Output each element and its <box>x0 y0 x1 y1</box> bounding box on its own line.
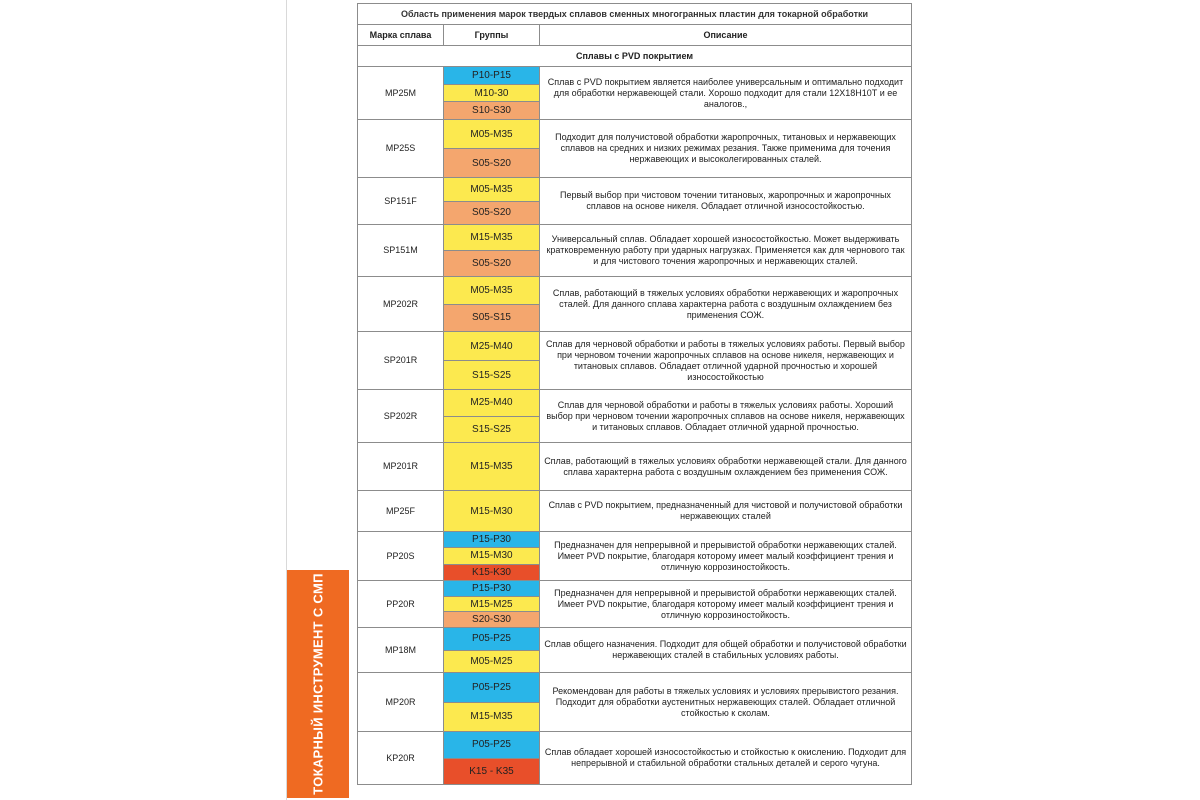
table-body <box>358 4 912 785</box>
table-row <box>358 581 912 628</box>
groups-cell <box>444 120 540 178</box>
group-stack <box>444 732 539 784</box>
header-groups: Группы <box>444 25 540 46</box>
side-tab <box>287 570 349 798</box>
alloy-mark: MP25M <box>358 67 444 120</box>
alloy-description: Первый выбор при чистовом точении титановых, жаропрочных и жаропрочных сплавов на основе никеля. Обладает отличной износостойкостью. <box>540 178 912 225</box>
table-row <box>358 532 912 581</box>
group-stack <box>444 581 539 627</box>
group-badge-m: M15-M30 <box>444 491 539 531</box>
alloy-mark: SP202R <box>358 390 444 443</box>
groups-cell <box>444 532 540 581</box>
table-row <box>358 673 912 732</box>
header-description: Описание <box>540 25 912 46</box>
group-badge-m: M15-M35 <box>444 225 539 251</box>
group-stack <box>444 67 539 119</box>
alloy-mark: KP20R <box>358 732 444 785</box>
alloy-description: Предназначен для непрерывной и прерывистой обработки нержавеющих сталей. Имеет PVD покрытие, благодаря которому имеет малый коэффициент трения и отличную коррозиностойкость. <box>540 532 912 581</box>
group-stack <box>444 225 539 276</box>
group-stack <box>444 277 539 331</box>
alloy-description: Сплав с PVD покрытием является наиболее универсальным и оптимально подходит для обработки нержавеющей стали. Хорошо подходит для стали 12Х18Н10Т и ее аналогов., <box>540 67 912 120</box>
alloy-mark: SP151F <box>358 178 444 225</box>
table-row <box>358 120 912 178</box>
groups-cell <box>444 67 540 120</box>
alloy-mark: MP20R <box>358 673 444 732</box>
group-stack <box>444 491 539 531</box>
alloy-mark: PP20S <box>358 532 444 581</box>
group-stack <box>444 628 539 672</box>
group-badge-p: P05-P25 <box>444 673 539 703</box>
group-badge-m: M05-M35 <box>444 178 539 202</box>
alloy-description: Сплав для черновой обработки и работы в тяжелых условиях работы. Первый выбор при черновом точении жаропрочных сплавов на основе никеля, нержавеющих и титановых сплавов. Обладает отличной ударной прочностью и хорошей износостойкостью <box>540 332 912 390</box>
group-badge-m: M15-M35 <box>444 703 539 732</box>
title-row <box>358 4 912 25</box>
alloy-description: Подходит для получистовой обработки жаропрочных, титановых и нержавеющих сплавов на средних и низких режимах резания. Также применима для точения нержавеющих и высоколегированных сталей. <box>540 120 912 178</box>
group-badge-s: S05-S20 <box>444 202 539 225</box>
group-badge-m: S15-S25 <box>444 361 539 389</box>
groups-cell <box>444 673 540 732</box>
group-badge-p: P05-P25 <box>444 628 539 651</box>
alloy-mark: SP201R <box>358 332 444 390</box>
table-row <box>358 628 912 673</box>
groups-cell <box>444 225 540 277</box>
table-title: Область применения марок твердых сплавов сменных многогранных пластин для токарной обработки <box>358 4 912 25</box>
section-title: Сплавы с PVD покрытием <box>358 46 912 67</box>
alloy-mark: PP20R <box>358 581 444 628</box>
table-row <box>358 277 912 332</box>
group-badge-m: M15-M25 <box>444 597 539 613</box>
groups-cell <box>444 491 540 532</box>
alloy-description: Рекомендован для работы в тяжелых условиях и условиях прерывистого резания. Подходит для обработки аустенитных нержавеющих сталей. Обладает отличной стойкостью к сколам. <box>540 673 912 732</box>
group-stack <box>444 390 539 442</box>
groups-cell <box>444 277 540 332</box>
table-row <box>358 491 912 532</box>
group-badge-m: M05-M35 <box>444 120 539 149</box>
group-badge-p: P05-P25 <box>444 732 539 759</box>
group-badge-m: M05-M35 <box>444 277 539 305</box>
group-badge-m: M10-30 <box>444 85 539 103</box>
group-badge-s: S05-S20 <box>444 149 539 177</box>
group-badge-m: M25-M40 <box>444 332 539 361</box>
groups-cell <box>444 390 540 443</box>
group-badge-m: M15-M35 <box>444 443 539 490</box>
groups-cell <box>444 443 540 491</box>
alloy-description: Сплав для черновой обработки и работы в тяжелых условиях работы. Хороший выбор при черновом точении жаропрочных сплавов на основе никеля, нержавеющих и титановых сплавов. Обладает отличной ударной прочностью. <box>540 390 912 443</box>
side-tab-label: ТОКАРНЫЙ ИНСТРУМЕНТ С СМП <box>310 573 326 795</box>
group-badge-s: S20-S30 <box>444 612 539 627</box>
group-stack <box>444 673 539 731</box>
table-row <box>358 225 912 277</box>
group-badge-s: S05-S15 <box>444 305 539 332</box>
alloy-description: Сплав, работающий в тяжелых условиях обработки нержавеющих и жаропрочных сталей. Для данного сплава характерна работа с воздушным охлаждением без применения СОЖ. <box>540 277 912 332</box>
alloy-mark: MP202R <box>358 277 444 332</box>
alloy-description: Предназначен для непрерывной и прерывистой обработки нержавеющих сталей. Имеет PVD покрытие, благодаря которому имеет малый коэффициент трения и отличную коррозиностойкость. <box>540 581 912 628</box>
alloy-mark: MP18M <box>358 628 444 673</box>
alloy-application-table <box>357 3 912 785</box>
alloy-mark: MP25S <box>358 120 444 178</box>
alloy-mark: SP151M <box>358 225 444 277</box>
groups-cell <box>444 732 540 785</box>
header-mark: Марка сплава <box>358 25 444 46</box>
alloy-description: Сплав обладает хорошей износостойкостью и стойкостью к окислению. Подходит для непрерывной и стабильной обработки стальных деталей и серого чугуна. <box>540 732 912 785</box>
groups-cell <box>444 178 540 225</box>
table-row <box>358 332 912 390</box>
group-badge-k: K15 - K35 <box>444 759 539 785</box>
group-badge-m: M25-M40 <box>444 390 539 417</box>
table-row <box>358 67 912 120</box>
group-badge-p: P15-P30 <box>444 581 539 597</box>
alloy-description: Сплав общего назначения. Подходит для общей обработки и получистовой обработки нержавеющих сталей в стабильных условиях работы. <box>540 628 912 673</box>
group-badge-p: P15-P30 <box>444 532 539 548</box>
group-badge-m: M15-M30 <box>444 548 539 564</box>
group-stack <box>444 443 539 490</box>
group-badge-k: K15-K30 <box>444 565 539 580</box>
groups-cell <box>444 628 540 673</box>
groups-cell <box>444 332 540 390</box>
section-row <box>358 46 912 67</box>
group-stack <box>444 178 539 224</box>
group-stack <box>444 120 539 177</box>
table-row <box>358 732 912 785</box>
header-row <box>358 25 912 46</box>
table-row <box>358 390 912 443</box>
table-row <box>358 443 912 491</box>
alloy-mark: MP25F <box>358 491 444 532</box>
group-badge-m: S15-S25 <box>444 417 539 443</box>
group-stack <box>444 532 539 580</box>
alloy-description: Сплав с PVD покрытием, предназначенный для чистовой и получистовой обработки нержавеющих сталей <box>540 491 912 532</box>
alloy-mark: MP201R <box>358 443 444 491</box>
group-badge-s: S05-S20 <box>444 251 539 276</box>
alloy-description: Универсальный сплав. Обладает хорошей износостойкостью. Может выдерживать кратковременную работу при ударных нагрузках. Применяется как для чернового так и для чистового точения жаропрочных и нержавеющих сталей. <box>540 225 912 277</box>
group-badge-m: M05-M25 <box>444 651 539 673</box>
group-stack <box>444 332 539 389</box>
group-badge-p: P10-P15 <box>444 67 539 85</box>
table-row <box>358 178 912 225</box>
groups-cell <box>444 581 540 628</box>
group-badge-s: S10-S30 <box>444 102 539 119</box>
alloy-description: Сплав, работающий в тяжелых условиях обработки нержавеющей стали. Для данного сплава характерна работа с воздушным охлаждением без применения СОЖ. <box>540 443 912 491</box>
